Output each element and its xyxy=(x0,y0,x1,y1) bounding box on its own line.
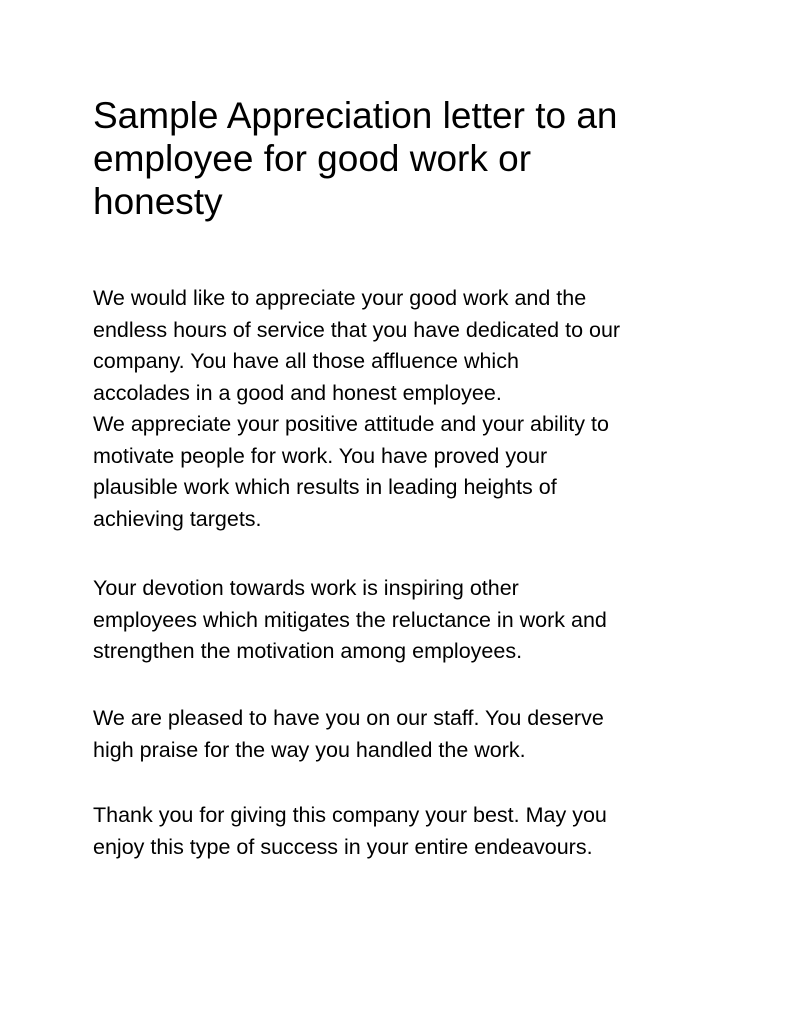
paragraph-line: enjoy this type of success in your entire endeavours. xyxy=(93,834,593,859)
paragraph-line: employees which mitigates the reluctance in work and xyxy=(93,607,607,632)
paragraph-line: We are pleased to have you on our staff. You deserve xyxy=(93,706,604,730)
paragraph-line: plausible work which results in leading heights of xyxy=(93,475,557,499)
paragraph-line: Your devotion towards work is inspiring other xyxy=(93,576,519,600)
title-line: honesty xyxy=(93,181,223,222)
paragraph-line: We would like to appreciate your good work and the xyxy=(93,286,587,310)
paragraph-line: company. You have all those affluence which xyxy=(93,349,519,373)
paragraph-thanks xyxy=(93,800,733,863)
paragraph-line: endless hours of service that you have dedicated to our xyxy=(93,317,621,342)
paragraph-appreciation xyxy=(93,283,733,535)
paragraph-line: accolades in a good and honest employee. xyxy=(93,380,502,405)
paragraph-line: Thank you for giving this company your best. May you xyxy=(93,803,607,827)
paragraph-line: motivate people for work. You have proved your xyxy=(93,443,548,468)
paragraph-line: We appreciate your positive attitude and your ability to xyxy=(93,412,609,436)
paragraph-devotion xyxy=(93,573,733,668)
letter-title xyxy=(93,94,733,223)
paragraph-staff xyxy=(93,703,733,766)
paragraph-line: achieving targets. xyxy=(93,506,262,531)
paragraph-line: strengthen the motivation among employees. xyxy=(93,639,523,663)
paragraph-line: high praise for the way you handled the work. xyxy=(93,737,526,762)
title-line: Sample Appreciation letter to an xyxy=(93,95,618,136)
title-line: employee for good work or xyxy=(93,138,532,179)
